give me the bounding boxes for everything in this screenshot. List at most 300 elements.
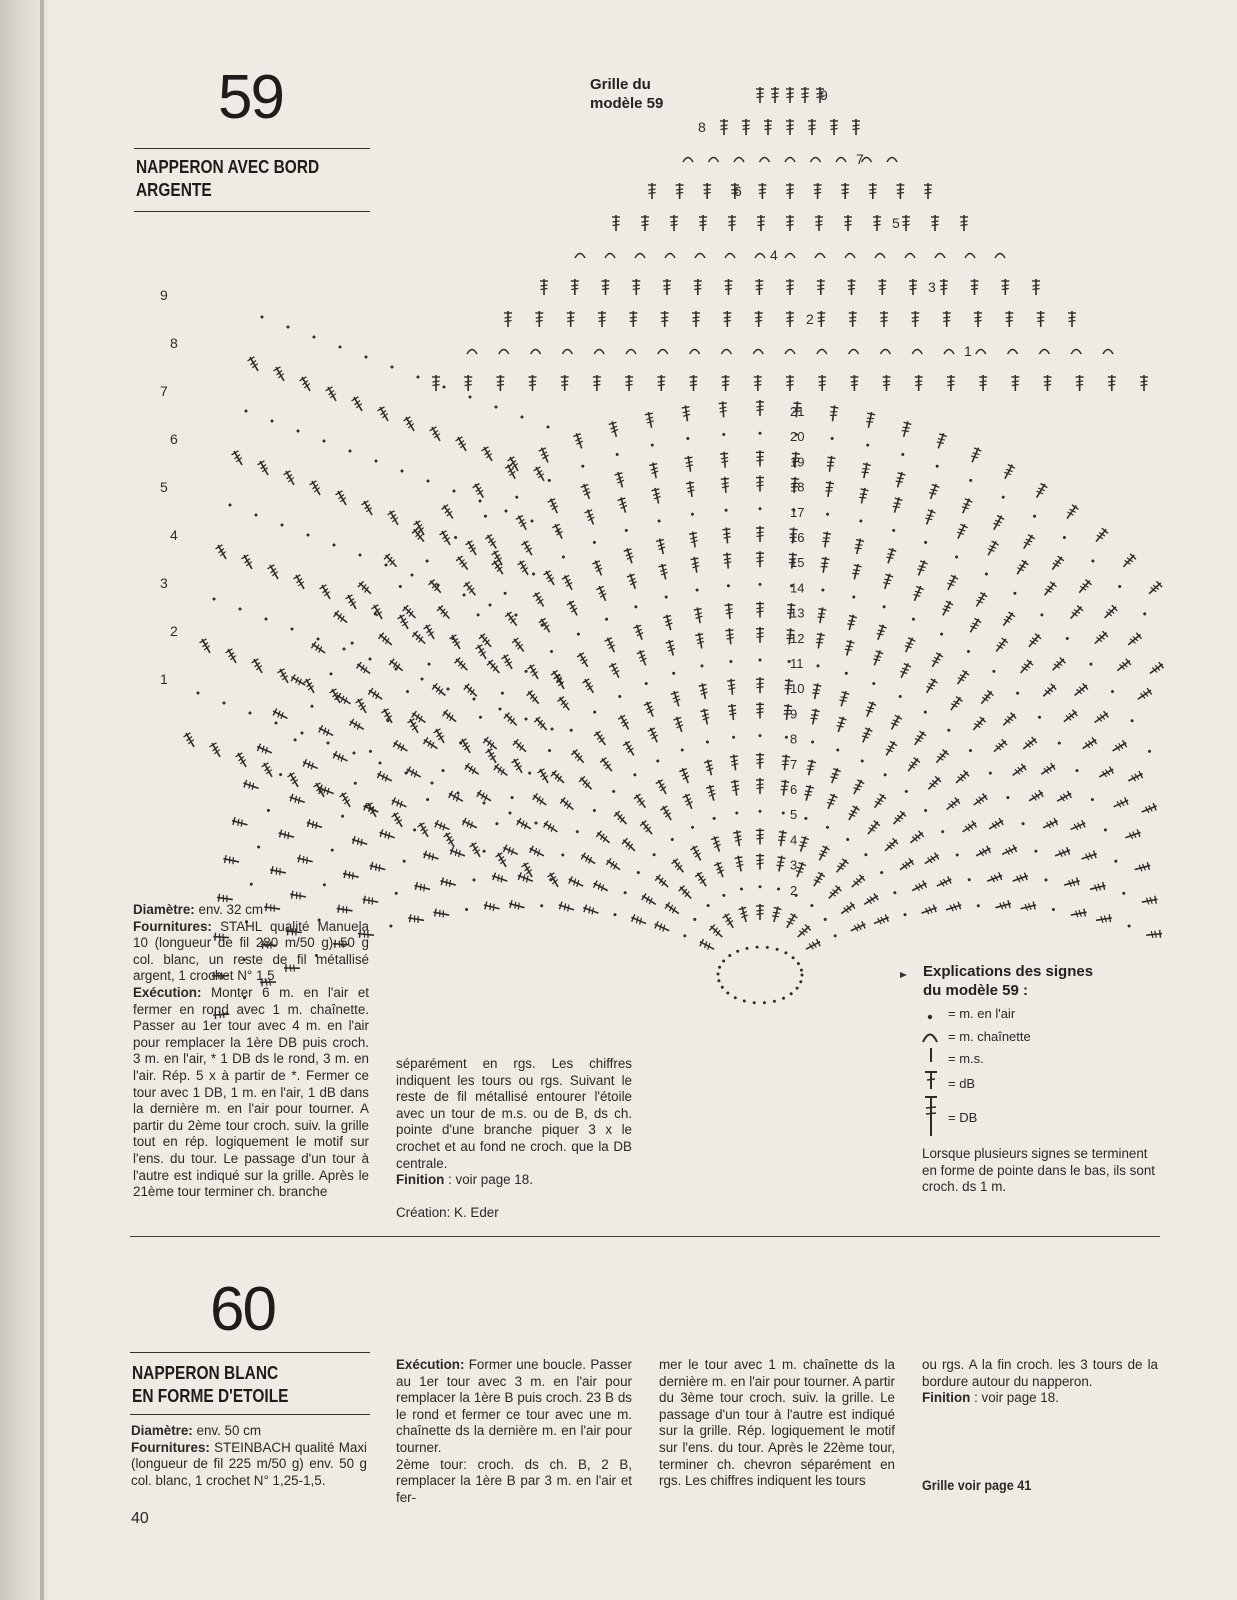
stitch-db xyxy=(632,279,640,295)
stitch-chain xyxy=(1090,798,1094,802)
stitch-chain xyxy=(766,946,769,949)
model-60-column-2 xyxy=(396,1357,632,1506)
legend-note: Lorsque plusieurs signes se terminent en forme de pointe dans le bas, ils sont croch. ds 1 m. xyxy=(922,1146,1155,1195)
stitch-chain xyxy=(763,1001,766,1004)
bullet-icon xyxy=(900,966,908,974)
stitch-chain xyxy=(756,946,759,949)
stitch-chain xyxy=(212,597,216,601)
stitch-db xyxy=(658,563,670,580)
stitch-db xyxy=(1000,844,1018,858)
stitch-slip xyxy=(467,350,477,355)
stitch-chain xyxy=(753,1001,756,1004)
finition-text: : voir page 18. xyxy=(444,1172,533,1188)
stitch-chain xyxy=(413,828,417,832)
stitch-db xyxy=(684,455,694,472)
model-59-title-line1: NAPPERON AVEC BORD xyxy=(136,157,320,177)
stitch-db xyxy=(439,877,457,889)
row-label: 8 xyxy=(790,731,798,747)
stitch-db xyxy=(1049,554,1065,572)
stitch-db xyxy=(653,920,671,934)
stitch-chain xyxy=(410,573,414,577)
stitch-db xyxy=(581,677,596,695)
stitch-db xyxy=(814,183,822,199)
stitch-chain xyxy=(680,748,684,752)
stitch-db xyxy=(629,311,637,327)
execution-label: Exécution: xyxy=(133,984,202,1000)
row-label: 11 xyxy=(790,656,804,671)
stitch-slip xyxy=(836,158,846,163)
stitch-db xyxy=(1080,736,1098,752)
stitch-slip xyxy=(817,350,827,355)
execution-60-text2: 2ème tour: croch. ds ch. B, 2 B, remplacer la 1ère B par 3 m. en l'air et fer- xyxy=(396,1456,632,1505)
stitch-chain xyxy=(300,731,304,735)
row-label: 9 xyxy=(160,287,168,303)
stitch-db xyxy=(580,852,598,867)
stitch-db xyxy=(814,632,825,649)
stitch-db xyxy=(413,882,430,894)
diametre-60-text: env. 50 cm xyxy=(192,1423,262,1438)
stitch-chain xyxy=(260,315,264,319)
stitch-db xyxy=(816,844,831,862)
col4-text: ou rgs. A la fin croch. les 3 tours de la bordure autour du napperon. xyxy=(922,1357,1158,1389)
stitch-chain xyxy=(1130,719,1134,723)
stitch-slip xyxy=(499,350,509,355)
stitch-chain xyxy=(686,437,689,440)
stitch-chain xyxy=(825,825,829,829)
stitch-db xyxy=(775,855,786,872)
stitch-db xyxy=(491,872,509,885)
stitch-db xyxy=(815,215,823,231)
stitch-db xyxy=(647,726,661,744)
stitch-db xyxy=(520,539,535,557)
stitch-chain xyxy=(781,811,784,814)
stitch-slip xyxy=(815,254,825,259)
stitch-db xyxy=(896,183,904,199)
stitch-db xyxy=(465,539,480,557)
row-label: 7 xyxy=(160,383,168,399)
stitch-db xyxy=(663,614,675,632)
stitch-db xyxy=(570,748,587,765)
stitch-chain xyxy=(940,632,944,636)
stitch-chain xyxy=(426,798,430,802)
stitch-db xyxy=(256,743,274,757)
stitch-db xyxy=(223,855,240,866)
stitch-db xyxy=(598,311,606,327)
stitch-db xyxy=(593,375,601,391)
stitch-chain xyxy=(759,885,762,888)
stitch-chain xyxy=(826,512,829,515)
row-label: 4 xyxy=(170,527,178,543)
stitch-slip xyxy=(562,350,572,355)
stitch-db xyxy=(576,651,591,669)
stitch-chain xyxy=(576,632,580,636)
stitch-chain xyxy=(992,669,996,673)
stitch-chain xyxy=(785,736,788,739)
stitch-db xyxy=(915,375,923,391)
stitch-db xyxy=(251,657,266,675)
stitch-db xyxy=(850,563,862,580)
stitch-db xyxy=(462,682,479,699)
stitch-slip xyxy=(683,158,693,163)
stitch-db xyxy=(1010,763,1028,779)
stitch-chain xyxy=(759,432,762,435)
stitch-db xyxy=(960,820,978,836)
stitch-db xyxy=(756,450,764,466)
stitch-chain xyxy=(592,540,596,544)
stitch-db xyxy=(1136,687,1154,703)
stitch-db xyxy=(689,531,699,548)
stitch-db xyxy=(1054,846,1072,859)
stitch-slip xyxy=(912,350,922,355)
stitch-db xyxy=(734,855,745,872)
stitch-slip xyxy=(721,350,731,355)
stitch-chain xyxy=(472,697,476,701)
stitch-db xyxy=(973,591,988,609)
stitch-chain xyxy=(1021,822,1025,826)
stitch-db xyxy=(1076,578,1093,595)
stitch-chain xyxy=(722,893,726,897)
stitch-db xyxy=(819,556,830,573)
stitch-db xyxy=(783,912,798,930)
model-60-title-line1: NAPPERON BLANC xyxy=(132,1363,279,1383)
stitch-chain xyxy=(528,771,532,775)
stitch-db xyxy=(317,724,335,739)
stitch-chain xyxy=(500,691,504,695)
stitch-chain xyxy=(976,904,980,908)
stitch-db xyxy=(602,279,610,295)
stitch-db xyxy=(779,779,789,796)
stitch-db xyxy=(804,938,822,953)
stitch-slip xyxy=(995,254,1005,259)
stitch-slip xyxy=(575,254,585,259)
stitch-chain xyxy=(743,1000,746,1003)
stitch-chain xyxy=(546,425,550,429)
row-label: 9 xyxy=(790,706,798,722)
row-label: 14 xyxy=(790,580,805,596)
stitch-db xyxy=(821,531,831,548)
stitch-chain xyxy=(880,870,884,874)
diametre-label: Diamètre: xyxy=(133,902,195,917)
stitch-db xyxy=(742,119,750,135)
stitch-db xyxy=(271,707,289,721)
stitch-db xyxy=(816,607,827,624)
stitch-chain xyxy=(482,801,486,805)
stitch-chain xyxy=(735,811,738,814)
stitch-db xyxy=(558,901,576,914)
stitch-slip xyxy=(690,350,700,355)
stitch-db xyxy=(786,311,794,327)
stitch-db xyxy=(504,463,518,481)
stitch-chain xyxy=(904,789,908,793)
stitch-db xyxy=(1092,630,1109,647)
stitch-db xyxy=(888,714,903,732)
stitch-chain xyxy=(488,603,492,607)
stitch-chain xyxy=(561,555,565,559)
stitch-db xyxy=(486,658,503,675)
stitch-db xyxy=(850,375,858,391)
row-label: 3 xyxy=(928,279,936,295)
stitch-chain xyxy=(955,853,959,857)
stitch-chain xyxy=(514,613,518,617)
stitch-db xyxy=(1108,375,1116,391)
stitch-chain xyxy=(348,449,352,453)
stitch-db xyxy=(367,687,385,703)
stitch-db xyxy=(440,503,456,521)
stitch-db xyxy=(481,445,496,463)
stitch-db xyxy=(1092,710,1110,726)
stitch-db xyxy=(1001,279,1009,295)
stitch-slip xyxy=(605,254,615,259)
stitch-db xyxy=(417,821,432,839)
stitch-db xyxy=(1041,682,1058,699)
stitch-chain xyxy=(811,740,815,744)
stitch-db xyxy=(722,375,730,391)
stitch-chain xyxy=(222,701,226,705)
stitch-db xyxy=(1027,789,1045,804)
stitch-db xyxy=(1032,279,1040,295)
grid-title-line1: Grille du xyxy=(590,76,651,93)
stitch-db xyxy=(699,215,707,231)
stitch-db xyxy=(755,279,763,295)
stitch-db xyxy=(935,876,953,890)
stitch-db xyxy=(640,892,658,907)
stitch-db xyxy=(511,738,528,755)
stitch-chain xyxy=(338,345,342,349)
stitch-chain xyxy=(452,489,456,493)
stitch-db xyxy=(655,778,670,796)
stitch-db xyxy=(720,119,728,135)
stitch-db xyxy=(1072,682,1089,698)
stitch-db xyxy=(865,819,881,836)
model-60-title xyxy=(132,1362,364,1408)
stitch-db xyxy=(828,767,841,785)
stitch-chain xyxy=(804,817,808,821)
stitch-db xyxy=(592,880,610,895)
stitch-db xyxy=(595,829,612,845)
stitch-chain xyxy=(796,987,799,990)
stitch-db xyxy=(944,574,958,592)
stitch-db xyxy=(959,497,973,515)
stitch-db xyxy=(377,405,392,423)
dot-icon xyxy=(925,1009,935,1027)
stitch-chain xyxy=(670,837,674,841)
model-59-number: 59 xyxy=(218,63,283,132)
legend-item-cross-t: = DB xyxy=(948,1110,978,1125)
stitch-chain xyxy=(759,734,762,737)
stitch-db xyxy=(1126,631,1143,647)
stitch-db xyxy=(1037,311,1045,327)
row-label: 17 xyxy=(790,504,805,520)
stitch-db xyxy=(945,901,963,914)
stitch-chain xyxy=(777,887,781,891)
finition-60-text: : voir page 18. xyxy=(970,1390,1059,1406)
legend-item-arc: = m. chaînette xyxy=(948,1029,1031,1044)
model-59-column-1 xyxy=(133,902,369,1201)
stitch-db xyxy=(303,677,318,695)
stitch-chain xyxy=(903,913,907,917)
stitch-slip xyxy=(709,158,719,163)
stitch-db xyxy=(756,627,764,643)
stitch-db xyxy=(871,649,884,667)
stitch-slip xyxy=(1039,350,1049,355)
stitch-db xyxy=(805,759,817,776)
stitch-db xyxy=(927,483,940,501)
stitch-slip xyxy=(965,254,975,259)
stitch-db xyxy=(533,715,550,732)
stitch-chain xyxy=(425,559,429,563)
stitch-db xyxy=(215,543,230,561)
stitch-db xyxy=(978,689,994,706)
stitch-db xyxy=(725,603,734,620)
stitch-db xyxy=(845,614,857,632)
stitch-db xyxy=(433,727,448,745)
stitch-db xyxy=(269,866,286,877)
stitch-db xyxy=(1121,552,1138,569)
col2-text: séparément en rgs. Les chiffres indiquent les tours ou rgs. Suivant le reste de fil métallisé entourer l'étoile avec un tour de m.s. ou de B, ds ch. pointe d'une branche piquer 3 x le crochet et au fond ne croch. que la DB centrale. xyxy=(396,1056,632,1171)
stitch-db xyxy=(391,811,406,829)
row-label: 3 xyxy=(790,857,798,873)
stitch-db xyxy=(1115,657,1132,673)
stitch-chain xyxy=(860,759,864,763)
stitch-db xyxy=(837,690,849,708)
stitch-chain xyxy=(312,335,316,339)
stitch-db xyxy=(881,572,894,590)
stitch-db xyxy=(811,683,822,700)
stitch-db xyxy=(325,385,340,403)
stitch-chain xyxy=(478,715,482,719)
stitch-db xyxy=(1097,766,1115,781)
stitch-chain xyxy=(476,613,480,617)
stitch-chain xyxy=(759,507,762,510)
row-label: 4 xyxy=(790,832,798,848)
stitch-chain xyxy=(279,773,283,777)
stitch-db xyxy=(553,673,568,691)
stitch-chain xyxy=(706,740,710,744)
stitch-slip xyxy=(944,350,954,355)
stitch-chain xyxy=(746,947,749,950)
stitch-db xyxy=(1112,797,1130,811)
stitch-db xyxy=(436,604,453,621)
stitch-chain xyxy=(384,563,388,567)
stitch-db xyxy=(403,415,418,433)
stitch-chain xyxy=(389,924,392,927)
stitch-db xyxy=(387,509,402,527)
stitch-db xyxy=(299,375,314,393)
stitch-db xyxy=(844,215,852,231)
stitch-db xyxy=(731,779,741,796)
stitch-db xyxy=(573,432,586,450)
stitch-chain xyxy=(784,951,787,954)
stitch-db xyxy=(287,771,302,789)
stitch-db xyxy=(538,446,552,464)
stitch-db xyxy=(869,183,877,199)
stitch-db xyxy=(692,311,700,327)
stitch-chain xyxy=(358,553,362,557)
stitch-chain xyxy=(286,325,290,329)
stitch-db xyxy=(1068,604,1085,621)
stitch-db xyxy=(290,890,307,900)
stitch-db xyxy=(596,585,610,603)
stitch-db xyxy=(756,677,764,693)
stitch-db xyxy=(1000,610,1016,628)
stitch-chain xyxy=(1110,689,1114,693)
stitch-db xyxy=(411,527,427,544)
stitch-db xyxy=(974,311,982,327)
stitch-chain xyxy=(816,664,820,668)
stitch-db xyxy=(455,435,470,453)
stitch-chain xyxy=(690,825,694,829)
stitch-db xyxy=(405,766,423,781)
stitch-db xyxy=(1026,632,1042,649)
stitch-chain xyxy=(636,870,640,874)
cross-t-icon xyxy=(922,1094,940,1143)
stitch-chain xyxy=(790,992,793,995)
t-icon xyxy=(922,1069,940,1096)
stitch-db xyxy=(722,527,731,544)
stitch-chain xyxy=(691,512,694,515)
stitch-db xyxy=(698,938,716,953)
stitch-chain xyxy=(342,647,346,651)
stitch-db xyxy=(1140,375,1148,391)
stitch-db xyxy=(817,279,825,295)
stitch-db xyxy=(242,779,260,792)
stitch-db xyxy=(756,400,764,416)
fournitures-text: STAHL qualité Manuela 10 (longueur de fil 280 m/50 g) 50 g col. blanc, un reste de fil métallisé argent, 1 crochet N° 1,5 xyxy=(133,918,369,984)
stitch-db xyxy=(561,375,569,391)
stitch-db xyxy=(808,119,816,135)
stitch-db xyxy=(644,411,655,428)
stitch-db xyxy=(209,741,224,759)
execution-60-label: Exécution: xyxy=(396,1357,465,1372)
stitch-db xyxy=(834,716,847,734)
stitch-db xyxy=(390,797,408,811)
stitch-db xyxy=(502,844,520,858)
stitch-db xyxy=(463,762,481,778)
stitch-db xyxy=(273,365,288,383)
stitch-db xyxy=(501,653,516,671)
stitch-chain xyxy=(657,519,661,523)
stitch-db xyxy=(241,553,256,571)
stitch-db xyxy=(1102,604,1119,621)
stitch-db xyxy=(693,607,704,624)
stitch-chain xyxy=(966,649,970,653)
stitch-db xyxy=(756,551,764,567)
stitch-chain xyxy=(405,689,409,693)
stitch-db xyxy=(649,462,660,479)
stitch-chain xyxy=(729,660,732,663)
row-label: 12 xyxy=(790,630,805,646)
stitch-chain xyxy=(734,996,737,999)
stitch-chain xyxy=(810,903,814,907)
stitch-db xyxy=(537,767,552,785)
chart-marks xyxy=(183,87,1166,1019)
stitch-chain xyxy=(1044,878,1048,882)
row-label: 6 xyxy=(170,431,178,447)
stitch-chain xyxy=(722,960,725,963)
stitch-db xyxy=(411,630,428,647)
stitch-chain xyxy=(426,479,430,483)
stitch-db xyxy=(651,487,662,504)
stitch-chain xyxy=(1103,828,1107,832)
stitch-db xyxy=(786,375,794,391)
stitch-db xyxy=(543,569,558,587)
row-label: 4 xyxy=(770,247,778,263)
stitch-db xyxy=(900,420,912,438)
stitch-db xyxy=(849,311,857,327)
stitch-db xyxy=(850,778,865,796)
stitch-db xyxy=(841,183,849,199)
stitch-chain xyxy=(274,721,278,725)
